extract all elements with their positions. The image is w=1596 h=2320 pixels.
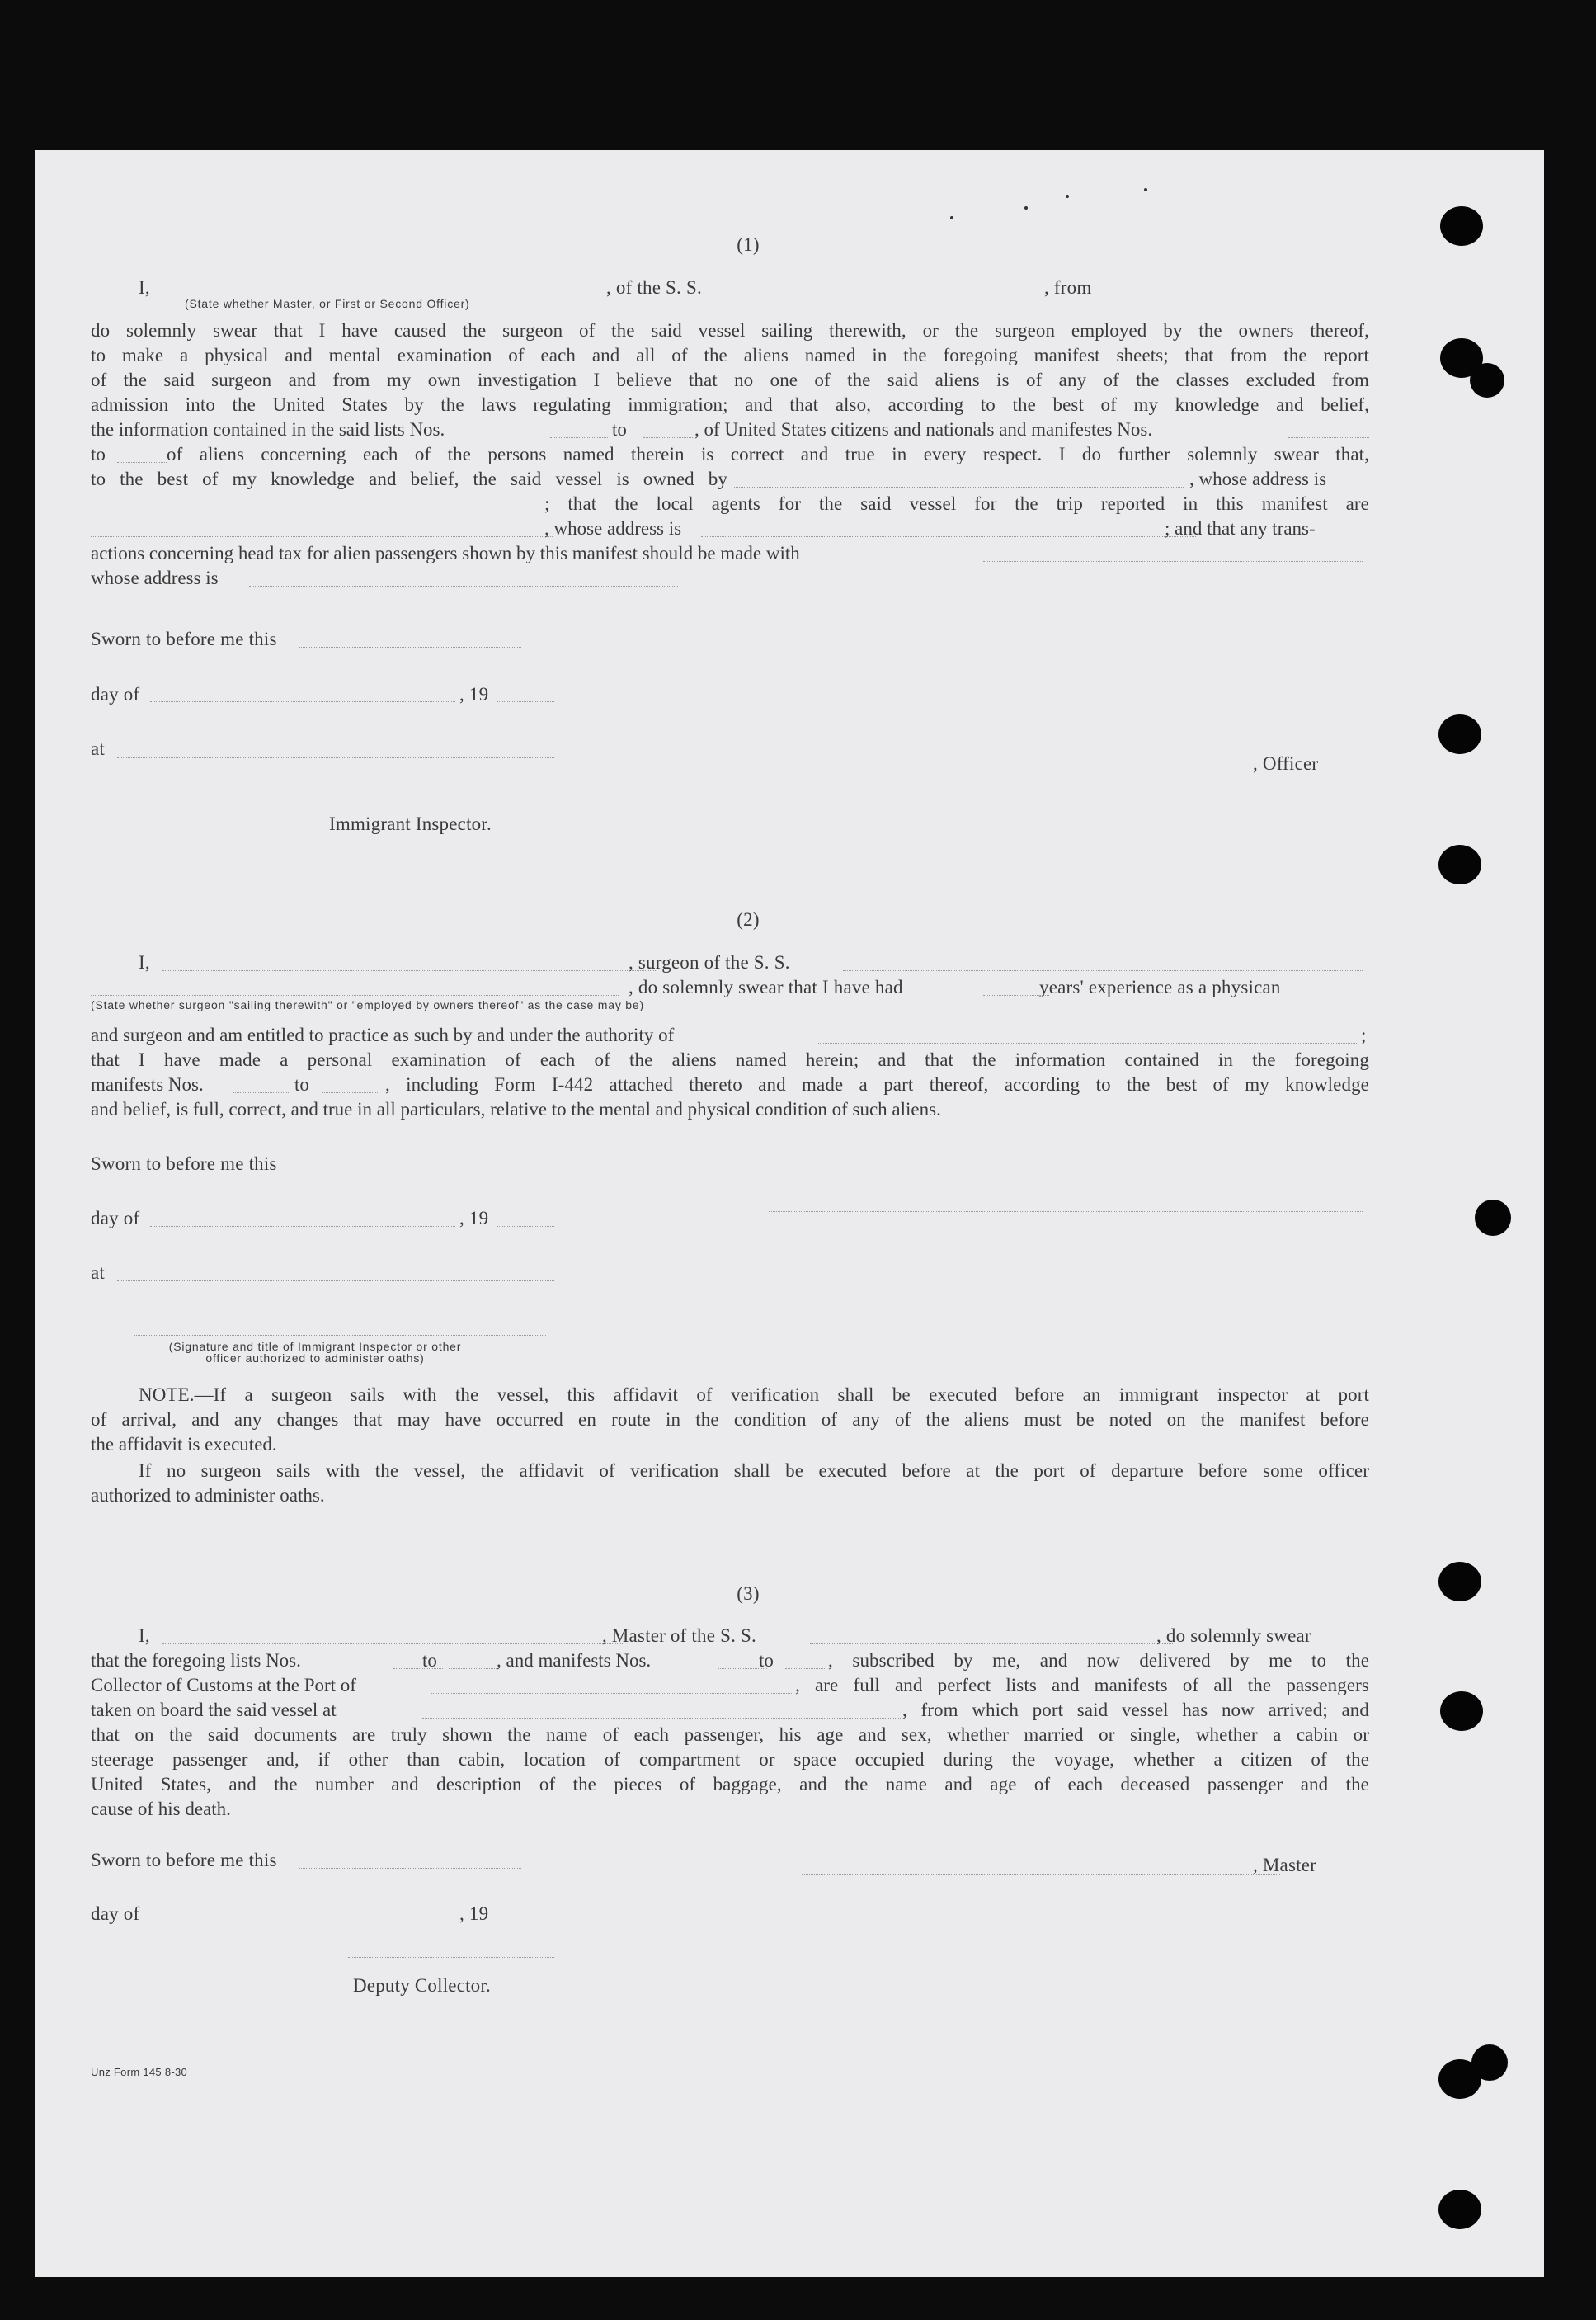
s3-embark-port-field[interactable] [422, 1718, 901, 1719]
s3-line-3: United States, and the number and description of the pieces of baggage, and the name and age of each deceased passenger and the [91, 1774, 1369, 1794]
s3-manifest-to-field[interactable] [785, 1668, 826, 1669]
s2-surgeon-of: , surgeon of the S. S. [629, 952, 790, 973]
s2-inspector-signature-line[interactable] [134, 1335, 546, 1336]
paper-speck [950, 216, 953, 219]
s3-line-2: steerage passenger and, if other than cabin, location of compartment or space occupied during the voyage, whether a citizen of the [91, 1749, 1369, 1770]
s1-agents-field[interactable] [91, 536, 553, 537]
section-1-number: (1) [737, 234, 760, 255]
s2-sworn: Sworn to before me this [91, 1153, 277, 1174]
s3-manifests-label: , and manifests Nos. [497, 1650, 652, 1671]
s1-year-field[interactable] [497, 701, 554, 702]
s3-collector-label: Collector of Customs at the Port of [91, 1675, 356, 1695]
form-number: Unz Form 145 8-30 [91, 2066, 188, 2078]
s3-master: , Master [1253, 1855, 1316, 1875]
s2-manifests-to: to [294, 1074, 309, 1095]
s1-lists-label: the information contained in the said lists Nos. [91, 419, 445, 440]
s1-agents-address-label: , whose address is [544, 518, 682, 539]
s2-i: I, [139, 952, 150, 973]
s3-vessel-field[interactable] [810, 1643, 1173, 1644]
s1-line-1: do solemnly swear that I have caused the surgeon of the said vessel sailing therewith, or the surgeon employed by the owners thereof, [91, 320, 1369, 341]
s3-taken-line: , from which port said vessel has now arrived; and [902, 1700, 1369, 1720]
s2-year: , 19 [459, 1208, 489, 1228]
s2-day-of: day of [91, 1208, 140, 1228]
s1-list-to-field[interactable] [643, 437, 693, 438]
s1-day-of: day of [91, 684, 140, 705]
paper-speck [1144, 188, 1147, 191]
binder-hole [1475, 1200, 1511, 1236]
s2-note-line-2: of arrival, and any changes that may have occurred en route in the condition of any of the aliens must be noted on the manifest before [91, 1409, 1369, 1430]
s1-trans-label: ; and that any trans- [1165, 518, 1316, 539]
s1-lists-to: to [612, 419, 627, 440]
s3-year: , 19 [459, 1903, 489, 1924]
s1-list-from-field[interactable] [550, 437, 608, 438]
s2-at-field[interactable] [117, 1280, 554, 1281]
s3-list-to-field[interactable] [449, 1668, 498, 1669]
binder-hole [1470, 363, 1504, 398]
s2-note-end: the affidavit is executed. [91, 1434, 277, 1455]
s2-surgeon-type-field[interactable] [91, 995, 619, 996]
s2-note-line-1: NOTE.—If a surgeon sails with the vessel, this affidavit of verification shall be executed before an immigrant inspector at port [139, 1384, 1369, 1405]
s1-line-3: of the said surgeon and from my own investigation I believe that no one of the said aliens is of any of the classes excluded from [91, 370, 1369, 390]
s2-at: at [91, 1262, 105, 1283]
s2-surgeon-note: (State whether surgeon "sailing therewith" or "employed by owners thereof" as the case may be) [91, 998, 644, 1011]
paper-speck [1066, 195, 1069, 198]
s1-i: I, [139, 277, 150, 298]
s1-lists-citizens: , of United States citizens and nationals and manifestes Nos. [694, 419, 1153, 440]
s2-manifest-from-field[interactable] [233, 1092, 290, 1093]
s1-line-4: admission into the United States by the laws regulating immigration; and that also, according to the best of my knowledge and belief, [91, 394, 1369, 415]
s3-collector-line: , are full and perfect lists and manifests of all the passengers [795, 1675, 1369, 1695]
s3-sworn-field[interactable] [299, 1868, 521, 1869]
s2-manifests-label: manifests Nos. [91, 1074, 204, 1095]
s3-do-swear: , do solemnly swear [1156, 1625, 1311, 1646]
s3-manifests-to: to [759, 1650, 774, 1671]
s1-whose-address: whose address is [91, 568, 219, 588]
s3-port-field[interactable] [431, 1693, 793, 1694]
s2-semicolon: ; [1361, 1025, 1367, 1045]
binder-hole [1438, 2190, 1481, 2229]
s1-owner-address-label: , whose address is [1189, 469, 1327, 489]
s1-day-field[interactable] [150, 701, 455, 702]
s2-day-field[interactable] [150, 1226, 455, 1227]
binder-hole [1440, 206, 1483, 246]
s2-entitled: and surgeon and am entitled to practice as such by and under the authority of [91, 1025, 675, 1045]
s1-inspector: Immigrant Inspector. [329, 813, 492, 834]
s3-day-of: day of [91, 1903, 140, 1924]
s1-officer: , Officer [1253, 753, 1319, 774]
s3-master-of: , Master of the S. S. [602, 1625, 756, 1646]
s2-sig-note-1: (Signature and title of Immigrant Inspector or other [168, 1340, 462, 1353]
s2-swear: , do solemnly swear that I have had [629, 977, 903, 997]
s1-of-the-ss: , of the S. S. [606, 277, 702, 298]
s1-officer-note: (State whether Master, or First or Second Officer) [185, 297, 470, 310]
binder-hole [1440, 1691, 1483, 1731]
s1-owner-field[interactable] [734, 487, 1184, 488]
s1-to-label: to [91, 444, 106, 464]
s3-last-line: cause of his death. [91, 1799, 231, 1819]
s1-at: at [91, 738, 105, 759]
s1-agents-address-field[interactable] [701, 536, 1196, 537]
s1-manifest-from-field[interactable] [1288, 437, 1369, 438]
s3-subscribed: , subscribed by me, and now delivered by me to the [828, 1650, 1369, 1671]
s1-sworn: Sworn to before me this [91, 629, 277, 649]
s1-headtax-address-field[interactable] [249, 586, 678, 587]
s3-deputy: Deputy Collector. [353, 1975, 491, 1996]
s1-from: , from [1044, 277, 1092, 298]
s2-note2-end: authorized to administer oaths. [91, 1485, 325, 1506]
s2-vessel-field[interactable] [843, 970, 1363, 971]
s3-taken-label: taken on board the said vessel at [91, 1700, 337, 1720]
s2-signature-line[interactable] [769, 1211, 1363, 1212]
s1-actions-line: actions concerning head tax for alien passengers shown by this manifest should be made with [91, 543, 800, 563]
s3-line-1: that on the said documents are truly shown the name of each passenger, his age and sex, whether married or single, whether a cabin or [91, 1724, 1369, 1745]
s2-note2-line: If no surgeon sails with the vessel, the affidavit of verification shall be executed before at the port of departure before some officer [139, 1460, 1369, 1481]
s2-years-label: years' experience as a physican [1039, 977, 1281, 997]
section-3-number: (3) [737, 1583, 760, 1604]
s1-manifest-to-field[interactable] [117, 462, 167, 463]
s1-year: , 19 [459, 684, 489, 705]
s3-i: I, [139, 1625, 150, 1646]
binder-hole [1438, 845, 1481, 884]
s3-lists-label: that the foregoing lists Nos. [91, 1650, 301, 1671]
binder-hole [1438, 714, 1481, 754]
binder-hole [1471, 2044, 1508, 2081]
s2-year-field[interactable] [497, 1226, 554, 1227]
s3-master-signature-line[interactable] [802, 1874, 1280, 1875]
s1-line-2: to make a physical and mental examination of each and all of the aliens named in the foregoing manifest sheets; that from the report [91, 345, 1369, 365]
s1-at-field[interactable] [117, 757, 554, 758]
binder-hole [1438, 1562, 1481, 1601]
s2-line-b: that I have made a personal examination of each of the aliens named herein; and that the information contained in the foregoing [91, 1049, 1369, 1070]
s2-surgeon-name-field[interactable] [162, 970, 657, 971]
form-page [35, 150, 1544, 2277]
s1-headtax-field[interactable] [983, 561, 1363, 562]
s1-agents-line: ; that the local agents for the said vessel for the trip reported in this manifest are [544, 493, 1369, 514]
s1-owned-line: to the best of my knowledge and belief, the said vessel is owned by [91, 469, 727, 489]
s3-deputy-signature-line[interactable] [348, 1957, 554, 1958]
s1-aliens-line: of aliens concerning each of the persons named therein is correct and true in every respect. I do further solemnly swear that, [167, 444, 1369, 464]
section-2-number: (2) [737, 909, 760, 930]
s3-master-name-field[interactable] [162, 1643, 624, 1644]
paper-speck [1024, 206, 1028, 210]
s2-manifests-line: , including Form I-442 attached thereto and made a part thereof, according to the best of my knowledge [385, 1074, 1369, 1095]
s1-sworn-field[interactable] [299, 647, 521, 648]
s3-lists-to: to [422, 1650, 437, 1671]
s2-sig-note-2: officer authorized to administer oaths) [205, 1351, 425, 1365]
s2-authority-field[interactable] [818, 1043, 1358, 1044]
s2-manifest-to-field[interactable] [322, 1092, 379, 1093]
s3-sworn: Sworn to before me this [91, 1850, 277, 1870]
s2-line-d: and belief, is full, correct, and true in all particulars, relative to the mental and physical condition of such aliens. [91, 1099, 941, 1120]
